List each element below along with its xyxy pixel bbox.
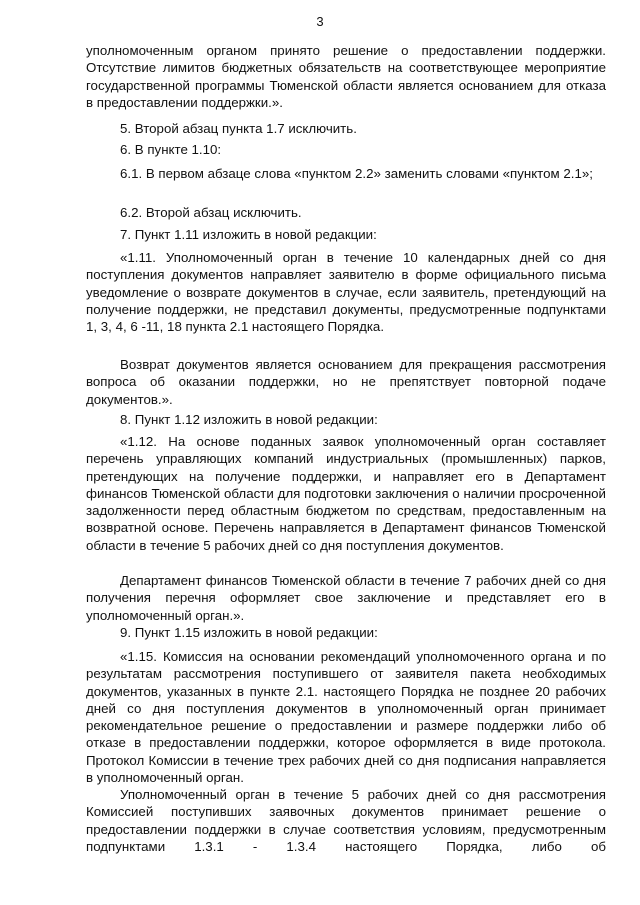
paragraph-10: «1.12. На основе поданных заявок уполномоченный орган составляет перечень управляющих компаний индустриальных (промышленных) парков, претендующих на получение поддержки, и направляет его в Департамент финансов Тюменской области для подготовки заключения о наличии просроченной задолженности перед областным бюджетом по средствам, предоставленным на возвратной основе. Перечень направляется в Департамент финансов Тюменской области в течение 5 рабочих дней со дня поступления документов. bbox=[86, 434, 606, 553]
paragraph-8: Возврат документов является основанием для прекращения рассмотрения вопроса об оказании поддержки, но не препятствует повторной подаче документов.». bbox=[86, 357, 606, 407]
paragraph-9: 8. Пункт 1.12 изложить в новой редакции: bbox=[120, 412, 378, 427]
paragraph-6: 7. Пункт 1.11 изложить в новой редакции: bbox=[120, 227, 377, 242]
paragraph-13: «1.15. Комиссия на основании рекомендаций уполномоченного органа и по результатам рассмотрения поступившего от заявителя пакета необходимых документов, указанных в пункте 2.1. настоящего Порядка не позднее 20 рабочих дней со дня поступления документов в уполномоченный орган принимает рекомендательное решение о предоставлении и размере поддержки либо об отказе в предоставлении поддержки, которое оформляется в виде протокола. Протокол Комиссии в течение трех рабочих дней со дня подписания направляется в уполномоченный орган. bbox=[86, 649, 606, 786]
paragraph-5: 6.2. Второй абзац исключить. bbox=[120, 205, 302, 220]
paragraph-11: Департамент финансов Тюменской области в течение 7 рабочих дней со дня получения перечня оформляет свое заключение и представляет его в уполномоченный орган.». bbox=[86, 573, 606, 623]
paragraph-7: «1.11. Уполномоченный орган в течение 10 календарных дней со дня поступления документов направляет заявителю в форме официального письма уведомление о возврате документов в случае, если заявитель, претендующий на получение поддержки, не представил документы, предусмотренные подпунктами 1, 3, 4, 6 -11, 18 пункта 2.1 настоящего Порядка. bbox=[86, 250, 606, 335]
paragraph-2: 5. Второй абзац пункта 1.7 исключить. bbox=[120, 121, 357, 136]
paragraph-4: 6.1. В первом абзаце слова «пунктом 2.2» заменить словами «пунктом 2.1»; bbox=[120, 166, 593, 181]
paragraph-14: Уполномоченный орган в течение 5 рабочих дней со дня рассмотрения Комиссией поступивших заявочных документов принимает решение о предоставлении поддержки в случае соответствия условиям, предусмотренным подпунктами 1.3.1 - 1.3.4 настоящего Порядка, либо об bbox=[86, 787, 606, 854]
paragraph-1: уполномоченным органом принято решение о предоставлении поддержки. Отсутствие лимитов бюджетных обязательств на соответствующее мероприятие государственной программы Тюменской области является основанием для отказа в предоставлении поддержки.». bbox=[86, 43, 606, 110]
page-number: 3 bbox=[316, 14, 324, 29]
paragraph-12: 9. Пункт 1.15 изложить в новой редакции: bbox=[120, 625, 378, 640]
paragraph-3: 6. В пункте 1.10: bbox=[120, 142, 222, 157]
